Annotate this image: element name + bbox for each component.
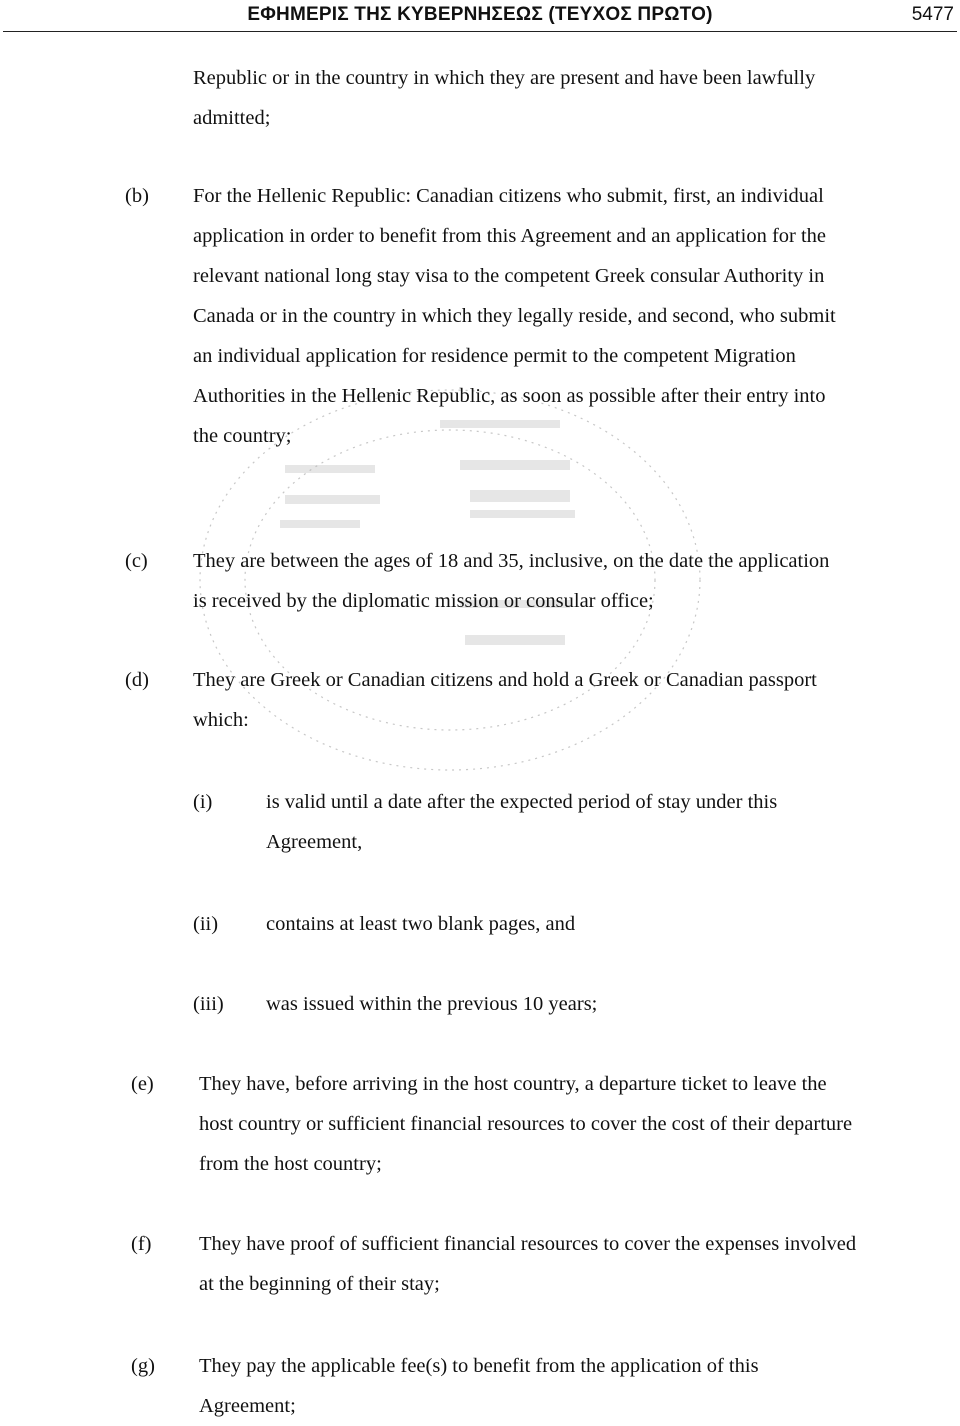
intro-text: Republic or in the country in which they are present and have been lawfully admitted; <box>193 67 816 129</box>
subitem-iii-text: was issued within the previous 10 years; <box>266 993 598 1015</box>
subitem-i <box>266 782 851 862</box>
item-c-text: They are between the ages of 18 and 35, inclusive, on the date the application is received by the diplomatic mission or consular office; <box>193 550 830 612</box>
item-marker-c: (c) <box>125 550 148 572</box>
subitem-marker-ii: (ii) <box>193 913 219 935</box>
subitem-iii <box>266 984 851 1024</box>
item-marker-b: (b) <box>125 185 149 207</box>
item-g-text: They pay the applicable fee(s) to benefit from the application of this Agreement; <box>199 1355 759 1417</box>
item-marker-g: (g) <box>131 1355 155 1377</box>
page-number: 5477 <box>911 4 954 25</box>
item-marker-f: (f) <box>131 1233 152 1255</box>
item-c <box>193 541 838 621</box>
page-header <box>0 0 960 32</box>
header-rule <box>3 31 957 32</box>
item-b-text: For the Hellenic Republic: Canadian citizens who submit, first, an individual application in order to benefit from this Agreement and an application for the relevant national long stay visa to the competent Greek consular Authority in Canada or in the country in which they legally reside, and second, who submit an individual application for residence permit to the competent Migration Authorities in the Hellenic Republic, as soon as possible after their entry into the country; <box>193 185 836 447</box>
item-e-text: They have, before arriving in the host country, a departure ticket to leave the host country or sufficient financial resources to cover the cost of their departure from the host country; <box>199 1073 853 1175</box>
subitem-marker-i: (i) <box>193 791 213 813</box>
item-marker-d: (d) <box>125 669 149 691</box>
item-f-text: They have proof of sufficient financial resources to cover the expenses involved at the beginning of their stay; <box>199 1233 857 1295</box>
subitem-i-text: is valid until a date after the expected period of stay under this Agreement, <box>266 791 778 853</box>
subitem-marker-iii: (iii) <box>193 993 224 1015</box>
subitem-ii-text: contains at least two blank pages, and <box>266 913 576 935</box>
item-e <box>199 1064 864 1184</box>
item-f <box>199 1224 864 1304</box>
gazette-title: ΕΦΗΜΕΡΙΣ ΤΗΣ ΚΥΒΕΡΝΗΣΕΩΣ (ΤΕΥΧΟΣ ΠΡΩΤΟ) <box>247 4 713 25</box>
item-marker-e: (e) <box>131 1073 154 1095</box>
item-d <box>193 660 833 740</box>
item-g <box>199 1346 839 1426</box>
item-b <box>193 176 838 456</box>
item-d-text: They are Greek or Canadian citizens and hold a Greek or Canadian passport which: <box>193 669 817 731</box>
intro-paragraph <box>193 58 823 138</box>
subitem-ii <box>266 904 851 944</box>
